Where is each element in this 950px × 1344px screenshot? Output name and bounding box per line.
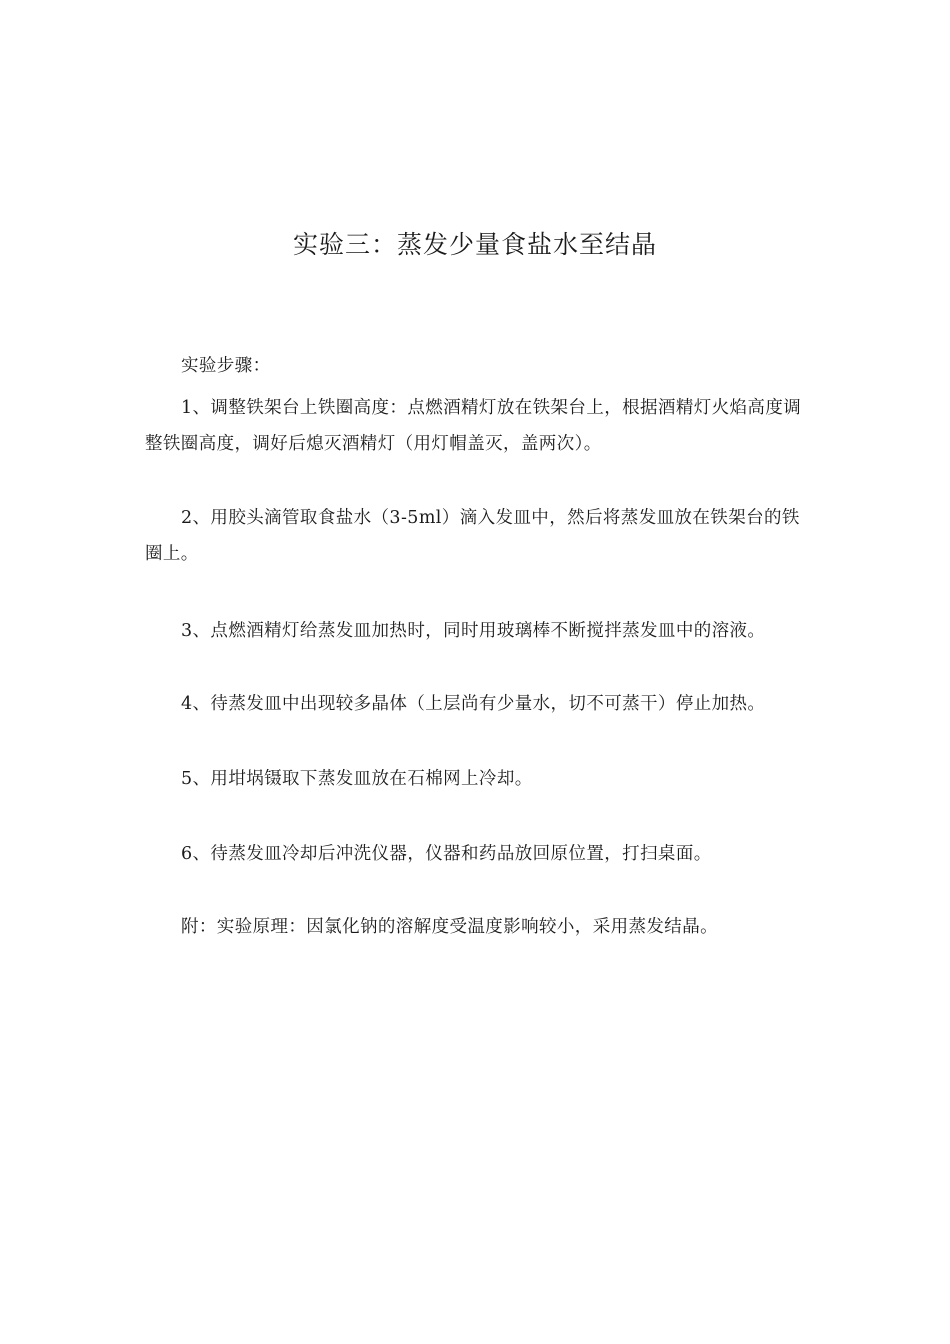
step-6: 6、待蒸发皿冷却后冲洗仪器，仪器和药品放回原位置，打扫桌面。	[181, 844, 712, 864]
step-4: 4、待蒸发皿中出现较多晶体（上层尚有少量水，切不可蒸干）停止加热。	[181, 694, 766, 714]
appendix-note: 附：实验原理：因氯化钠的溶解度受温度影响较小，采用蒸发结晶。	[181, 917, 718, 937]
steps-heading: 实验步骤：	[181, 356, 271, 376]
step-3: 3、点燃酒精灯给蒸发皿加热时，同时用玻璃棒不断搅拌蒸发皿中的溶液。	[181, 621, 766, 641]
step-1: 1、调整铁架台上铁圈高度：点燃酒精灯放在铁架台上，根据酒精灯火焰高度调整铁圈高度，调好后熄灭酒精灯（用灯帽盖灭，盖两次）。	[145, 398, 802, 454]
step-2: 2、用胶头滴管取食盐水（3-5ml）滴入发皿中，然后将蒸发皿放在铁架台的铁圈上。	[145, 508, 800, 564]
document-title: 实验三：蒸发少量食盐水至结晶	[292, 230, 657, 259]
step-5: 5、用坩埚镊取下蒸发皿放在石棉网上冷却。	[181, 769, 533, 789]
